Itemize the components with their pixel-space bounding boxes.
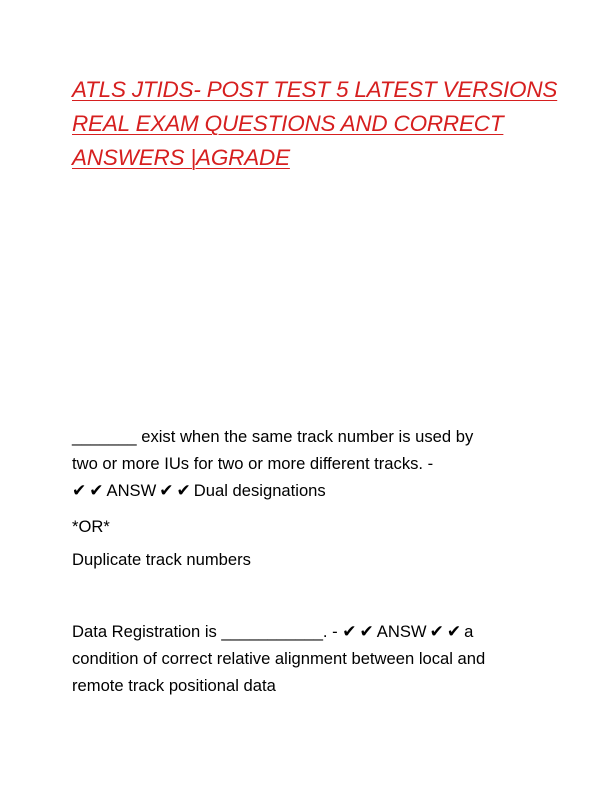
answer-text: a: [464, 622, 474, 641]
answer-text: remote track positional data: [72, 676, 276, 695]
answer-text: condition of correct relative alignment between local and: [72, 649, 486, 668]
question-text: two or more IUs for two or more different tracks. -: [72, 454, 434, 473]
answer-marker: ANSW: [106, 481, 157, 500]
answer-line: [72, 477, 550, 504]
title-line: ANSWERS |AGRADE: [72, 145, 290, 170]
check-icon: ✔: [72, 481, 87, 501]
alt-answer: [72, 546, 550, 573]
check-icon: ✔: [429, 622, 444, 642]
check-icon: ✔: [342, 622, 357, 642]
check-icon: ✔: [176, 481, 191, 501]
question-answer-line: [72, 618, 550, 645]
question-text: _______ exist when the same track number is used by: [72, 427, 474, 446]
alt-answer-text: Duplicate track numbers: [72, 550, 251, 569]
check-icon: ✔: [159, 481, 174, 501]
check-icon: ✔: [359, 622, 374, 642]
document-title: [72, 73, 558, 175]
title-line: REAL EXAM QUESTIONS AND CORRECT: [72, 111, 504, 136]
qa-item-1: [72, 423, 550, 504]
answer-marker: ANSW: [376, 622, 427, 641]
question-text: Data Registration is ___________. -: [72, 622, 338, 641]
or-separator: [72, 513, 550, 540]
answer-text: Dual designations: [193, 481, 326, 500]
check-icon: ✔: [446, 622, 462, 642]
or-text: *OR*: [72, 517, 110, 536]
qa-item-2: [72, 618, 550, 699]
title-line: ATLS JTIDS- POST TEST 5 LATEST VERSIONS: [72, 77, 558, 102]
check-icon: ✔: [89, 481, 104, 501]
